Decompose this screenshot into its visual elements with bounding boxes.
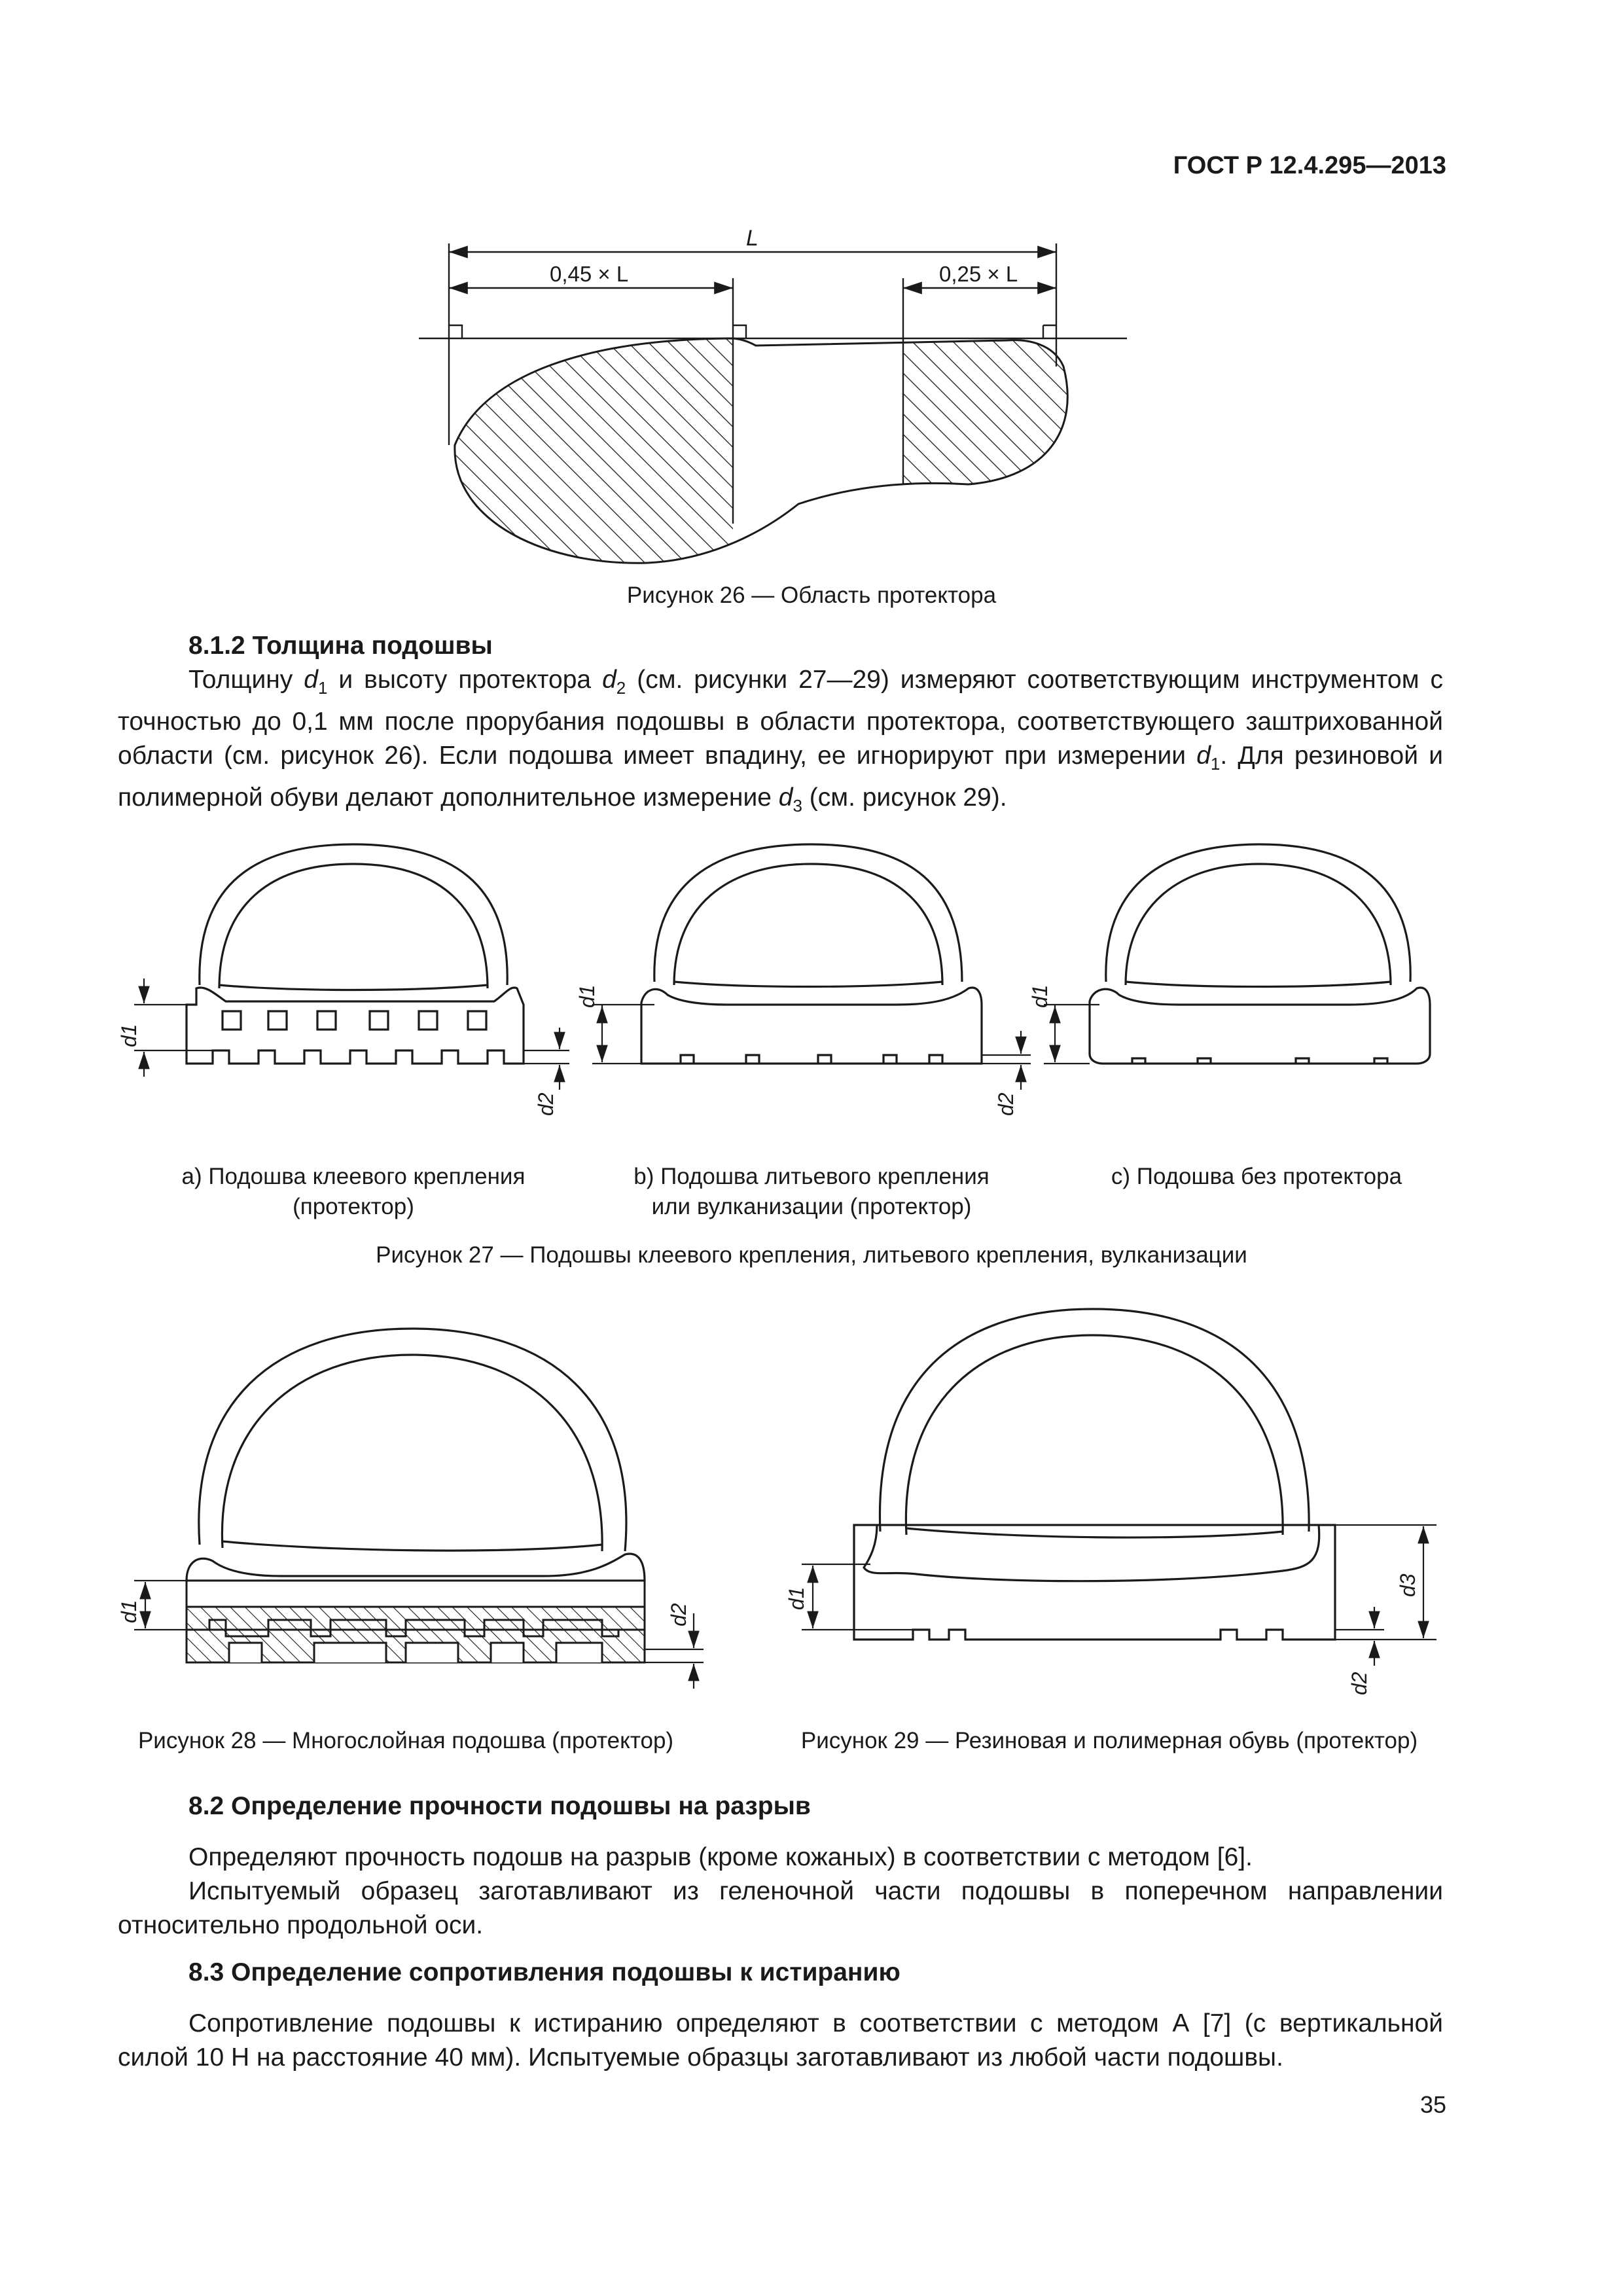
dim-left-label: 0,45 × L (550, 262, 629, 286)
fig27b-d2-label: d2 (994, 1092, 1018, 1116)
dim-total-label: L (746, 226, 758, 251)
figure-28-caption: Рисунок 28 — Многослойная подошва (протектор) (137, 1728, 674, 1753)
fig27-sub-c: с) Подошва без протектора (1111, 1164, 1402, 1189)
section-812-paragraph: Толщину $d_1$ и высоту протектора $d_2$ (см. рисунки 27—29) измеряют соответствующим инструментом с точностью до 0,1 мм после прорубания подошвы в области протектора, соответствующего заштрихованной области (см. рисунок 26). Если подошва имеет впадину, ее игнорируют при измерении $d_1$. Для резиновой и полимерной обуви делают дополнительное измерение $d_3$ (см. рисунок 29). (118, 666, 1443, 816)
fig29-d1-label: d1 (785, 1587, 808, 1610)
fig27a-d1-label: d1 (117, 1024, 141, 1047)
fig29-d3-label: d3 (1396, 1573, 1419, 1597)
fig29-d2-label: d2 (1347, 1672, 1371, 1695)
fig27-sub-b: b) Подошва литьевого крепления или вулканизации (протектор) (633, 1164, 990, 1219)
section-83-body: Сопротивление подошвы к истиранию определяют в соответствии с методом А [7] (с вертикальной силой 10 Н на расстояние 40 мм). Испытуемые образцы заготавливают из любой части подошвы. (118, 2009, 1443, 2072)
section-812-heading: 8.1.2 Толщина подошвы (188, 632, 493, 660)
document-code: ГОСТ Р 12.4.295—2013 (1173, 152, 1446, 179)
fig27-sub-a: а) Подошва клеевого крепления (протектор) (181, 1164, 526, 1219)
fig28-d2-label: d2 (667, 1603, 690, 1626)
figure-26-caption: Рисунок 26 — Область протектора (626, 583, 997, 608)
fig27a-d2-label: d2 (534, 1092, 558, 1116)
dim-right-label: 0,25 × L (939, 262, 1018, 286)
figure-27-caption: Рисунок 27 — Подошвы клеевого крепления, литьевого крепления, вулканизации (376, 1242, 1247, 1268)
page-number: 35 (1419, 2091, 1446, 2118)
section-82-body: Определяют прочность подошв на разрыв (кроме кожаных) в соответствии с методом [6]. Испытуемый образец заготавливают из геленочной части подошвы в поперечном направлении относительно продольной оси. (118, 1843, 1443, 1939)
fig27b-d1-label: d1 (575, 984, 599, 1008)
section-82-heading: 8.2 Определение прочности подошвы на разрыв (188, 1792, 811, 1820)
fig27c-d1-label: d1 (1028, 984, 1052, 1008)
fig28-d1-label: d1 (117, 1600, 141, 1623)
section-83-heading: 8.3 Определение сопротивления подошвы к истиранию (188, 1958, 901, 1986)
figure-29-caption: Рисунок 29 — Резиновая и полимерная обувь (протектор) (800, 1728, 1418, 1753)
